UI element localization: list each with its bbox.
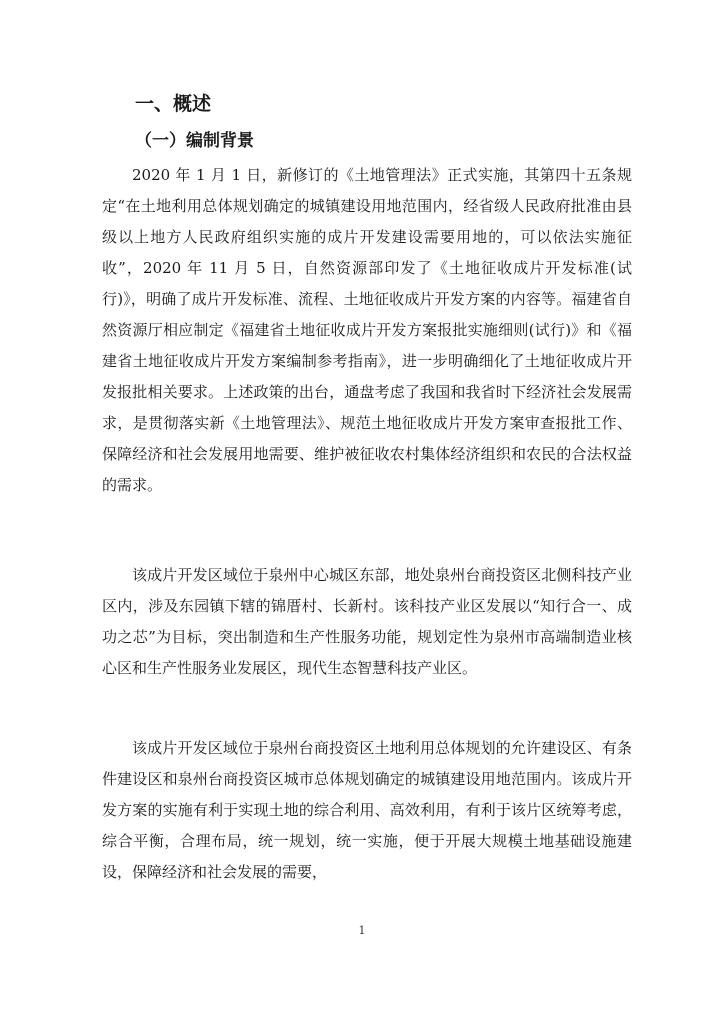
paragraph-planning-scope: 该成片开发区域位于泉州台商投资区土地利用总体规划的允许建设区、有条件建设区和泉州台商投资区城市总体规划确定的城镇建设用地范围内。该成片开发方案的实施有利于实现土地的综合利用、高效利用，有利于该片区统筹考虑，综合平衡，合理布局，统一规划，统一实施，便于开展大规模土地基础设施建设，保障经济和社会发展的需要， [102,739,632,881]
subsection-heading: （一）编制背景 [135,131,254,151]
paragraph-background: 2020 年 1 月 1 日，新修订的《土地管理法》正式实施，其第四十五条规定“在土地利用总体规划确定的城镇建设用地范围内，经省级人民政府批准由县级以上地方人民政府组织实施的成片开发建设需要用地的，可以依法实施征收”，2020 年 11 月 5 日，自然资源部印发了《土地征收成片开发标准(试行)》，明确了成片开发标准、流程、土地征收成片开发方案的内容等。福建省自然资源厅相应制定《福建省土地征收成片开发方案报批实施细则(试行)》和《福建省土地征收成片开发方案编制参考指南》，进一步明确细化了土地征收成片开发报批相关要求。上述政策的出台，通盘考虑了我国和我省时下经济社会发展需求，是贯彻落实新《土地管理法》、规范土地征收成片开发方案审查报批工作、保障经济和社会发展用地需要、维护被征收农村集体经济组织和农民的合法权益的需求。 [102,166,632,494]
section-heading: 一、概述 [135,93,212,115]
paragraph-location: 该成片开发区域位于泉州中心城区东部，地处泉州台商投资区北侧科技产业区内，涉及东园镇下辖的锦厝村、长新村。该科技产业区发展以“知行合一、成功之芯”为目标，突出制造和生产性服务功能，规划定性为泉州市高端制造业核心区和生产性服务业发展区，现代生态智慧科技产业区。 [102,566,632,677]
page-number: 1 [358,924,366,937]
